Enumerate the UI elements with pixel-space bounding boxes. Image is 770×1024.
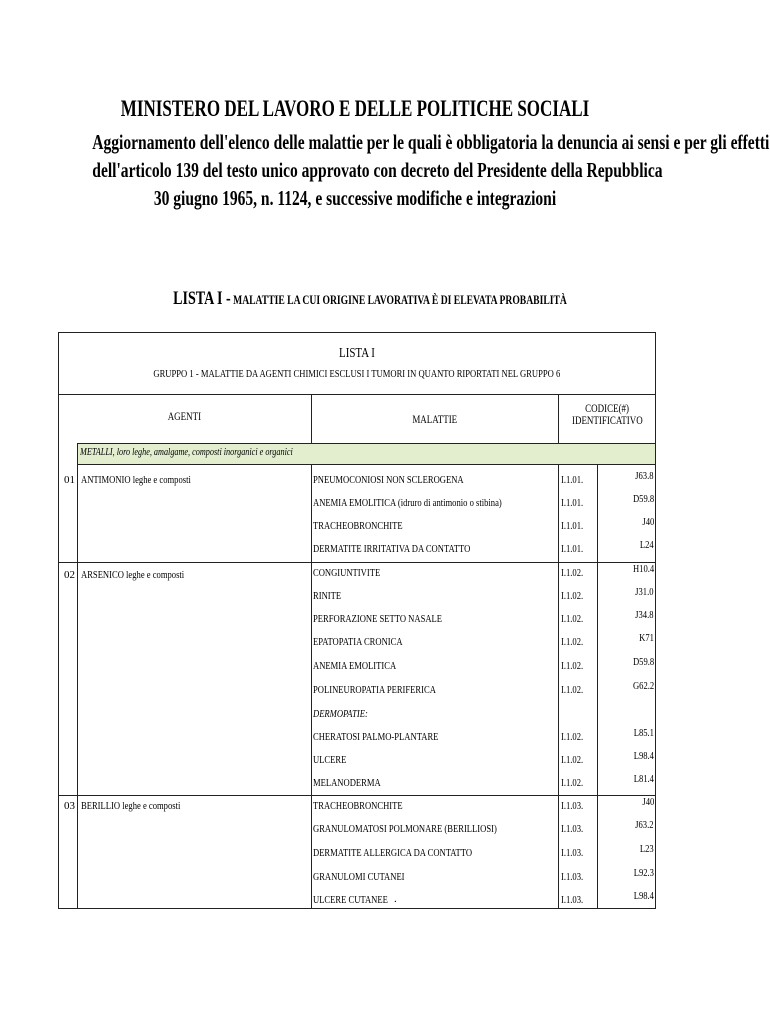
disease-name: MELANODERMA	[313, 777, 381, 789]
lista-heading	[96, 288, 644, 310]
list-code: I.1.02.	[561, 567, 584, 579]
agent-name: BERILLIO leghe e composti	[81, 800, 181, 812]
agent-number: 02	[64, 569, 75, 581]
disease-name: TRACHEOBRONCHITE	[313, 520, 403, 532]
disease-name: GRANULOMATOSI POLMONARE (BERILLIOSI)	[313, 823, 497, 835]
disease-name: EPATOPATIA CRONICA	[313, 636, 403, 648]
agent-name: ARSENICO leghe e composti	[81, 569, 185, 581]
document-subtitle-line-3: 30 giugno 1965, n. 1124, e successive modifiche e integrazioni	[153, 186, 557, 210]
list-code: I.1.03.	[561, 894, 584, 906]
icd-code: D59.8	[632, 656, 654, 668]
list-code: I.1.02.	[561, 636, 584, 648]
column-header-malattie: MALATTIE	[412, 414, 457, 426]
agent-col-divider	[311, 465, 312, 909]
icd-code: L24	[640, 539, 654, 551]
disease-name: GRANULOMI CUTANEI	[313, 871, 405, 883]
disease-name: POLINEUROPATIA PERIFERICA	[313, 684, 436, 696]
disease-name: DERMOPATIE:	[313, 708, 368, 720]
list-code: I.1.02.	[561, 590, 584, 602]
section-row-metalli: METALLI, loro leghe, amalgame, composti inorganici e organici	[77, 443, 655, 465]
list-code: I.1.03.	[561, 871, 584, 883]
list-code: I.1.02.	[561, 777, 584, 789]
disease-name: CONGIUNTIVITE	[313, 567, 381, 579]
list-code: I.1.01.	[561, 543, 584, 555]
list-code: I.1.01.	[561, 474, 584, 486]
disease-name: ULCERE	[313, 754, 347, 766]
icd-code: L23	[640, 843, 654, 855]
lista-heading-prefix: LISTA I -	[173, 288, 231, 309]
group-divider-03	[58, 795, 656, 796]
icd-code: J63.8	[635, 470, 654, 482]
icd-code: H10.4	[632, 563, 654, 575]
disease-name: TRACHEOBRONCHITE	[313, 800, 403, 812]
list-code: I.1.03.	[561, 800, 584, 812]
lista-heading-text: MALATTIE LA CUI ORIGINE LAVORATIVA È DI ELEVATA PROBABILITÀ	[230, 292, 567, 307]
icd-code: J63.2	[635, 819, 654, 831]
disease-name: PNEUMOCONIOSI NON SCLEROGENA	[313, 474, 464, 486]
disease-name: DERMATITE IRRITATIVA DA CONTATTO	[313, 543, 471, 555]
icd-code: L85.1	[633, 727, 654, 739]
icd-code: K71	[639, 632, 654, 644]
column-header-codice: CODICE(#) IDENTIFICATIVO	[571, 403, 643, 427]
group-divider-02	[58, 562, 656, 563]
icd-code: L98.4	[633, 750, 654, 762]
stray-mark: .	[394, 893, 397, 905]
table-lista-label: LISTA I	[339, 346, 375, 361]
disease-name: ANEMIA EMOLITICA	[313, 660, 397, 672]
icd-code: J40	[642, 516, 654, 528]
table-gruppo-label: GRUPPO 1 - MALATTIE DA AGENTI CHIMICI ESCLUSI I TUMORI IN QUANTO RIPORTATI NEL GRUPPO 6	[153, 368, 561, 380]
list-code: I.1.01.	[561, 520, 584, 532]
icd-code: D59.8	[632, 493, 654, 505]
icd-col-divider	[597, 465, 598, 909]
list-code: I.1.03.	[561, 823, 584, 835]
column-header-agenti: AGENTI	[167, 411, 202, 423]
header-divider	[58, 394, 656, 395]
list-code: I.1.02.	[561, 660, 584, 672]
list-code: I.1.02.	[561, 754, 584, 766]
document-subtitle-line-2: dell'articolo 139 del testo unico approvato con decreto del Presidente della Repubblica	[92, 158, 663, 182]
list-code: I.1.02.	[561, 613, 584, 625]
disease-name: PERFORAZIONE SETTO NASALE	[313, 613, 443, 625]
icd-code: J40	[642, 796, 654, 808]
agent-name: ANTIMONIO leghe e composti	[81, 474, 191, 486]
icd-code: J34.8	[635, 609, 654, 621]
document-subtitle-line-1: Aggiornamento dell'elenco delle malattie per le quali è obbligatoria la denuncia ai sensi e per gli effetti	[92, 130, 770, 154]
num-col-divider	[77, 443, 78, 909]
disease-name: CHERATOSI PALMO-PLANTARE	[313, 731, 439, 743]
icd-code: L98.4	[633, 890, 654, 902]
icd-code: G62.2	[632, 680, 654, 692]
document-title: MINISTERO DEL LAVORO E DELLE POLITICHE SOCIALI	[120, 96, 590, 121]
disease-name: RINITE	[313, 590, 342, 602]
list-code: I.1.02.	[561, 684, 584, 696]
list-code: I.1.02.	[561, 731, 584, 743]
agent-number: 03	[64, 800, 75, 812]
agent-number: 01	[64, 474, 75, 486]
code-col-divider	[558, 465, 559, 909]
list-code: I.1.01.	[561, 497, 584, 509]
icd-code: L92.3	[633, 867, 654, 879]
icd-code: L81.4	[633, 773, 654, 785]
list-code: I.1.03.	[561, 847, 584, 859]
disease-name: ULCERE CUTANEE	[313, 894, 388, 906]
icd-code: J31.0	[635, 586, 654, 598]
disease-name: DERMATITE ALLERGICA DA CONTATTO	[313, 847, 473, 859]
disease-name: ANEMIA EMOLITICA (idruro di antimonio o stibina)	[313, 497, 502, 509]
